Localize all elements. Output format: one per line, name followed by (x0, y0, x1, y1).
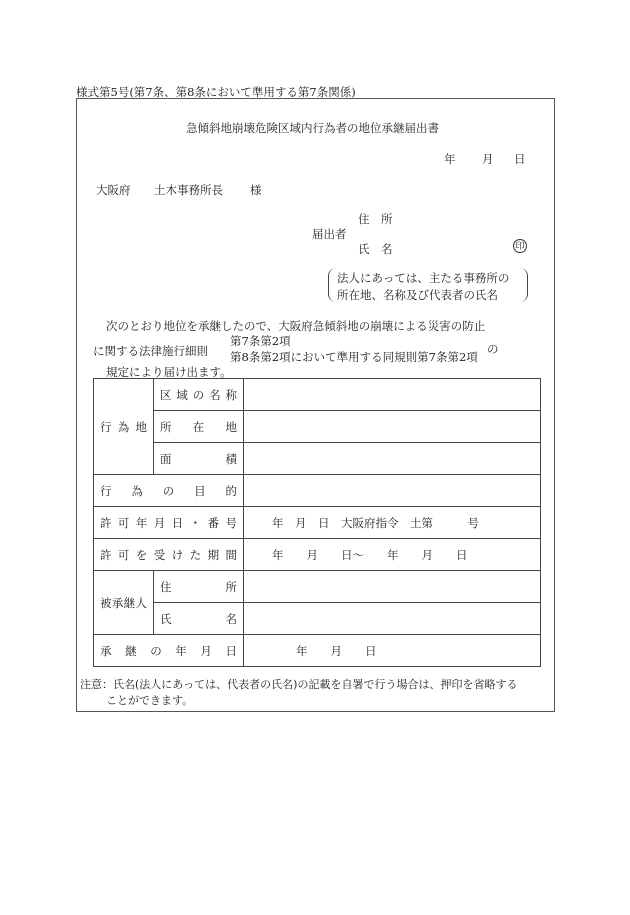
table-row (94, 443, 541, 475)
succession-date-value[interactable]: 年 月 日 (244, 635, 541, 667)
area-name-label: 区域の名称 (154, 379, 244, 411)
addressee-office-chief: 土木事務所長 (154, 183, 223, 197)
form-number: 様式第5号(第7条、第8条において準用する第7条関係) (76, 85, 356, 99)
table-row (94, 635, 541, 667)
purpose-label: 行為の目的 (94, 475, 244, 507)
table-row (94, 379, 541, 411)
applicant-name-label: 氏 名 (358, 242, 393, 256)
area-name-value[interactable] (244, 379, 541, 411)
addressee-prefecture: 大阪府 (96, 183, 131, 197)
purpose-value[interactable] (244, 475, 541, 507)
applicant-address-label: 住 所 (358, 212, 393, 226)
corporate-note-line2: 所在地、名称及び代表者の氏名 (337, 288, 498, 302)
succession-date-label: 承継の年月日 (94, 635, 244, 667)
info-table (93, 378, 541, 667)
predecessor-name-value[interactable] (244, 603, 541, 635)
seal-mark: 印 (513, 239, 527, 253)
location-label: 所在地 (154, 411, 244, 443)
corporate-note-line1: 法人にあっては、主たる事務所の (337, 271, 510, 285)
location-value[interactable] (244, 411, 541, 443)
note-line-2: ことができます。 (106, 694, 194, 707)
date-day: 日 (514, 152, 526, 166)
table-row (94, 507, 541, 539)
body-suffix: の (487, 342, 499, 356)
table-row (94, 571, 541, 603)
table-row (94, 475, 541, 507)
act-place-label: 行為地 (94, 379, 154, 475)
body-line-3: 規定により届け出ます。 (106, 365, 232, 379)
date-year: 年 (444, 152, 456, 166)
body-line-2: に関する法律施行細則 (93, 344, 208, 358)
area-value[interactable] (244, 443, 541, 475)
applicant-label: 届出者 (312, 227, 347, 241)
body-alt-article-1: 第7条第2項 (230, 334, 291, 348)
table-row (94, 411, 541, 443)
form-title: 急傾斜地崩壊危険区域内行為者の地位承継届出書 (186, 121, 439, 135)
permit-date-number-value[interactable]: 年 月 日 大阪府指令 土第 号 (244, 507, 541, 539)
predecessor-label: 被承継人 (94, 571, 154, 635)
table-row (94, 539, 541, 571)
permit-period-value[interactable]: 年 月 日〜 年 月 日 (244, 539, 541, 571)
addressee-honorific: 様 (250, 183, 262, 197)
table-row (94, 603, 541, 635)
predecessor-name-label: 氏名 (154, 603, 244, 635)
predecessor-address-label: 住所 (154, 571, 244, 603)
predecessor-address-value[interactable] (244, 571, 541, 603)
permit-period-label: 許可を受けた期間 (94, 539, 244, 571)
area-label: 面積 (154, 443, 244, 475)
body-line-1: 次のとおり地位を承継したので、大阪府急傾斜地の崩壊による災害の防止 (106, 319, 486, 333)
permit-date-number-label: 許可年月日・番号 (94, 507, 244, 539)
body-alt-article-2: 第8条第2項において準用する同規則第7条第2項 (230, 350, 478, 364)
note-line-1: 注意：氏名(法人にあっては、代表者の氏名)の記載を自署で行う場合は、押印を省略する (80, 678, 518, 691)
date-month: 月 (482, 152, 494, 166)
